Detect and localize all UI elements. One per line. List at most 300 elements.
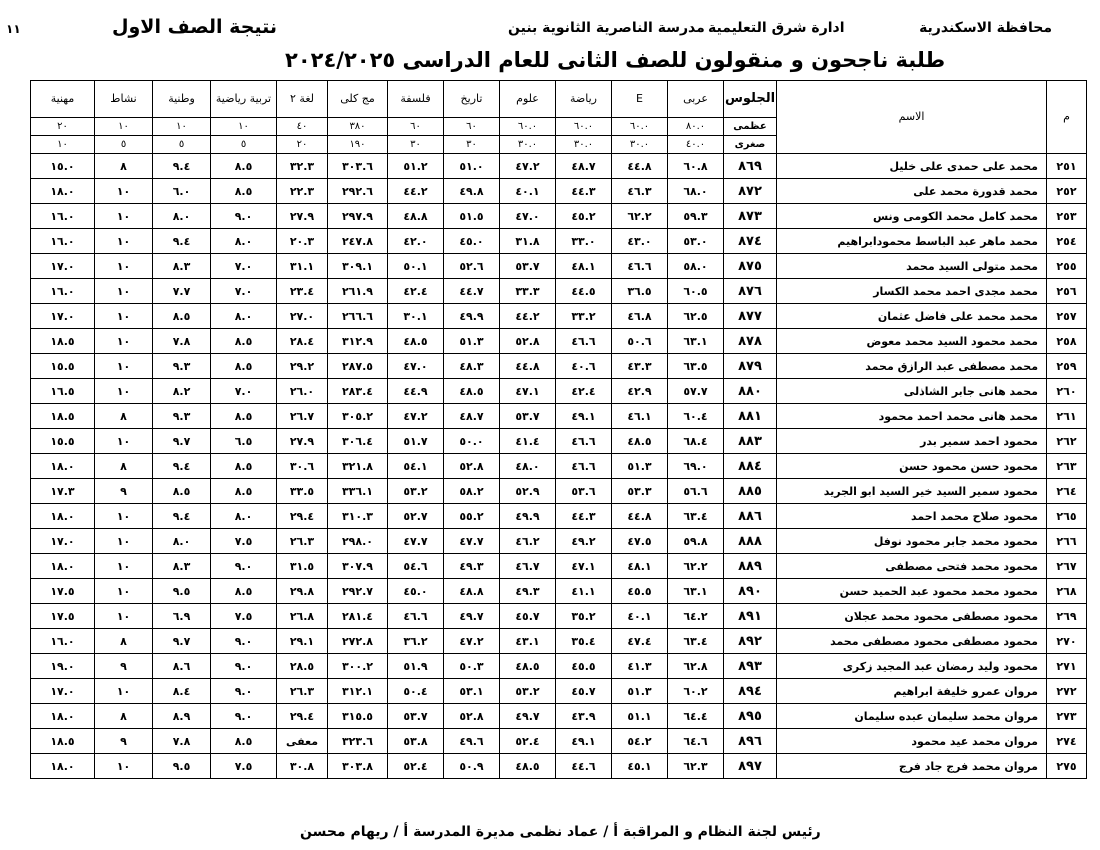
grade-cell: ١٠ [95, 429, 153, 454]
table-row [31, 579, 1087, 604]
grade-cell: ٤٨.١ [556, 254, 612, 279]
grade-cell: ٣٣.٠ [556, 229, 612, 254]
grade-cell: ٥٦.٦ [668, 479, 724, 504]
max-mark: ١٠ [153, 118, 211, 136]
grade-cell: ٩.٠ [211, 704, 277, 729]
grade-cell: ٧.٨ [153, 329, 211, 354]
seat-number: ٨٨٠ [724, 379, 777, 404]
grade-cell: ٥١.٠ [444, 154, 500, 179]
grade-cell: ٥٤.٢ [612, 729, 668, 754]
grade-cell: ٥٠.٩ [444, 754, 500, 779]
grade-cell: ٨.٠ [211, 229, 277, 254]
grade-cell: ٣٠٥.٢ [328, 404, 388, 429]
grade-cell: ٤٩.٣ [500, 579, 556, 604]
grade-cell: ٧.٠ [211, 379, 277, 404]
grade-cell: ٦٠.٥ [668, 279, 724, 304]
grade-cell: ٣٢١.٨ [328, 454, 388, 479]
grade-cell: ٦٣.٥ [668, 354, 724, 379]
grade-cell: ٩.٣ [153, 404, 211, 429]
grade-cell: ٥٢.٤ [500, 729, 556, 754]
grade-cell: ٣٠.١ [388, 304, 444, 329]
row-index: ٢٦٦ [1047, 529, 1087, 554]
seat-number: ٨٩٠ [724, 579, 777, 604]
max-mark: ٣٨٠ [328, 118, 388, 136]
table-row [31, 179, 1087, 204]
grade-cell: ٦٢.٣ [668, 754, 724, 779]
grade-cell: ١٥.٥ [31, 429, 95, 454]
grade-cell: ٤٨.٥ [500, 754, 556, 779]
grade-cell: ٤٣.٣ [612, 354, 668, 379]
max-mark: ٦٠.٠ [612, 118, 668, 136]
grade-cell: ١٧.٠ [31, 254, 95, 279]
table-row [31, 479, 1087, 504]
seat-number: ٨٩٥ [724, 704, 777, 729]
grade-cell: ١٨.٠ [31, 754, 95, 779]
grade-cell: ٦٣.٤ [668, 504, 724, 529]
grade-cell: ٥١.٥ [444, 204, 500, 229]
grade-cell: ٦٢.٢ [612, 204, 668, 229]
grade-cell: ٣٠٣.٨ [328, 754, 388, 779]
row-index: ٢٥٨ [1047, 329, 1087, 354]
grade-cell: ٥٢.٧ [388, 504, 444, 529]
row-index: ٢٥٣ [1047, 204, 1087, 229]
grade-cell: ٤٤.٧ [444, 279, 500, 304]
grade-cell: ٥٢.٨ [444, 704, 500, 729]
grade-cell: ٦.٥ [211, 429, 277, 454]
grade-cell: ٤٥.٧ [500, 604, 556, 629]
grade-cell: ٢٧.٩ [277, 204, 328, 229]
grade-cell: ٣١.٨ [500, 229, 556, 254]
grade-cell: ٨ [95, 154, 153, 179]
grade-cell: ١٩.٠ [31, 654, 95, 679]
student-name: محمود محمد محمود عبد الحميد حسن [777, 579, 1047, 604]
page-number: ١١ [6, 22, 21, 36]
grade-cell: ٤٧.١ [556, 554, 612, 579]
grade-cell: ٨.٥ [211, 329, 277, 354]
grade-cell: ٩.٤ [153, 454, 211, 479]
row-index: ٢٥١ [1047, 154, 1087, 179]
row-index: ٢٦١ [1047, 404, 1087, 429]
header-subject: عربى [668, 81, 724, 118]
grade-cell: ٣٠٦.٤ [328, 429, 388, 454]
grade-cell: ٤٤.٣ [556, 179, 612, 204]
grade-cell: ٢٩٢.٧ [328, 579, 388, 604]
grade-cell: ٤٤.٩ [388, 379, 444, 404]
grade-cell: ٦.٠ [153, 179, 211, 204]
table-row [31, 379, 1087, 404]
grade-cell: ٢٨.٥ [277, 654, 328, 679]
grade-cell: ١٧.٣ [31, 479, 95, 504]
school-name: مدرسة الناصرية الثانوية بنين [508, 20, 705, 36]
row-index: ٢٧٥ [1047, 754, 1087, 779]
grade-cell: ١٠ [95, 679, 153, 704]
grade-cell: ٤٧.١ [500, 379, 556, 404]
table-row [31, 254, 1087, 279]
grade-cell: ١٠ [95, 379, 153, 404]
grade-cell: ٤١.٤ [500, 429, 556, 454]
grade-cell: ٣٠٠.٢ [328, 654, 388, 679]
header-subject: تاريخ [444, 81, 500, 118]
grade-cell: ٣١٢.٩ [328, 329, 388, 354]
student-name: محمد مجدى احمد محمد الكسار [777, 279, 1047, 304]
grade-cell: ١٠ [95, 304, 153, 329]
grade-cell: ٤٤.٨ [500, 354, 556, 379]
grade-cell: ٩ [95, 479, 153, 504]
document-subtitle: طلبة ناجحون و منقولون للصف الثانى للعام الدراسى ٢٠٢٤/٢٠٢٥ [285, 48, 946, 72]
grade-cell: ٢٩٨.٠ [328, 529, 388, 554]
grade-cell: ٣١.١ [277, 254, 328, 279]
grade-cell: ٢٦١.٩ [328, 279, 388, 304]
grade-cell: ٤٩.١ [556, 404, 612, 429]
grade-cell: ٣٣٦.١ [328, 479, 388, 504]
grade-cell: ١٥.٠ [31, 154, 95, 179]
grade-cell: ٣٠.٦ [277, 454, 328, 479]
grade-cell: ٦٤.٤ [668, 704, 724, 729]
student-name: محمد هانى محمد احمد محمود [777, 404, 1047, 429]
grade-cell: ٩.٠ [211, 204, 277, 229]
grade-cell: ٨ [95, 404, 153, 429]
grade-cell: ٢٤٧.٨ [328, 229, 388, 254]
grade-cell: ٨.٤ [153, 679, 211, 704]
grade-cell: ١٨.٥ [31, 329, 95, 354]
grade-cell: ٥٤.٦ [388, 554, 444, 579]
grade-cell: ٤١.٣ [612, 654, 668, 679]
grade-cell: ٣١٥.٥ [328, 704, 388, 729]
grade-cell: ٥٢.٨ [500, 329, 556, 354]
grade-cell: ٤٨.٥ [500, 654, 556, 679]
grade-cell: ٤٧.٢ [388, 404, 444, 429]
header-subject: تربية رياضية [211, 81, 277, 118]
grade-cell: ٩.٧ [153, 429, 211, 454]
grade-cell: ٨.٥ [211, 729, 277, 754]
grade-cell: ٨.٥ [211, 404, 277, 429]
grade-cell: ٥٣.١ [444, 679, 500, 704]
seat-number: ٨٨٩ [724, 554, 777, 579]
grade-cell: ٩.٧ [153, 629, 211, 654]
grade-cell: ٤٨.٧ [444, 404, 500, 429]
grade-cell: ٤٦.٢ [500, 529, 556, 554]
grade-cell: ٧.٧ [153, 279, 211, 304]
grade-cell: ٤٦.٦ [556, 329, 612, 354]
grade-cell: ٨.٥ [211, 179, 277, 204]
student-name: محمود صلاح محمد احمد [777, 504, 1047, 529]
grade-cell: ٩ [95, 654, 153, 679]
grade-cell: ١٦.٠ [31, 229, 95, 254]
grade-cell: ٨.٢ [153, 379, 211, 404]
grade-cell: ٥١.٣ [444, 329, 500, 354]
grade-cell: ٤٧.٠ [388, 354, 444, 379]
row-index: ٢٦٢ [1047, 429, 1087, 454]
grade-cell: ٤٠.٦ [556, 354, 612, 379]
seat-number: ٨٧٨ [724, 329, 777, 354]
grades-table [30, 80, 1087, 779]
grade-cell: ٧.٨ [153, 729, 211, 754]
grade-cell: ٦٣.١ [668, 579, 724, 604]
grade-cell: ١٠ [95, 179, 153, 204]
table-row [31, 429, 1087, 454]
grade-cell: ٤٨.٥ [388, 329, 444, 354]
grade-cell: ٤٧.٤ [612, 629, 668, 654]
grade-cell: ٤٩.٧ [444, 604, 500, 629]
grade-cell: ٤٦.٣ [612, 179, 668, 204]
student-name: محمد مصطفى عبد الرازق محمد [777, 354, 1047, 379]
grade-cell: ٤٨.٠ [500, 454, 556, 479]
grade-cell: ٢٦.٨ [277, 604, 328, 629]
grade-cell: ٤٤.٣ [556, 504, 612, 529]
row-index: ٢٧٣ [1047, 704, 1087, 729]
table-row [31, 704, 1087, 729]
grade-cell: ٤٦.٦ [388, 604, 444, 629]
grade-cell: ٨.٠ [153, 204, 211, 229]
max-mark: ٨٠.٠ [668, 118, 724, 136]
grade-cell: ٤٧.٧ [444, 529, 500, 554]
grade-cell: ١٦.٥ [31, 379, 95, 404]
grade-cell: ٤٩.٩ [500, 504, 556, 529]
grade-cell: ٨.٥ [211, 579, 277, 604]
grade-cell: ٤٧.٥ [612, 529, 668, 554]
grade-cell: ٨.٩ [153, 704, 211, 729]
grade-cell: ٢٩.٤ [277, 504, 328, 529]
grade-cell: ٤٥.٥ [556, 654, 612, 679]
max-label: عظمى [724, 118, 777, 136]
header-row-subjects [31, 81, 1087, 118]
grade-cell: ١٦.٠ [31, 279, 95, 304]
grade-cell: ٤٦.١ [612, 404, 668, 429]
grade-cell: ٨.٥ [211, 454, 277, 479]
grade-cell: ٦٠.٤ [668, 404, 724, 429]
grade-cell: ٥٢.٤ [388, 754, 444, 779]
seat-number: ٨٩٧ [724, 754, 777, 779]
grade-cell: ٦٨.٠ [668, 179, 724, 204]
grade-cell: ٣٦.٢ [388, 629, 444, 654]
grade-cell: ٥٣.٢ [500, 679, 556, 704]
grade-cell: ٩ [95, 729, 153, 754]
student-name: محمد هانى جابر الشاذلى [777, 379, 1047, 404]
header-subject: نشاط [95, 81, 153, 118]
grade-cell: ٣٠٩.١ [328, 254, 388, 279]
grade-cell: ٩.٤ [153, 154, 211, 179]
grade-cell: ٣٣.٥ [277, 479, 328, 504]
table-row [31, 279, 1087, 304]
grade-cell: ٤٨.٥ [612, 429, 668, 454]
grade-cell: ١٠ [95, 754, 153, 779]
grade-cell: ٥١.٧ [388, 429, 444, 454]
grade-cell: ٧.٠ [211, 279, 277, 304]
grade-cell: ٤٤.٨ [612, 154, 668, 179]
header-seat: الجلوس [724, 81, 777, 118]
grade-cell: ٤٩.٩ [444, 304, 500, 329]
min-mark: ٣٠ [388, 136, 444, 154]
grade-cell: ٤٥.٢ [556, 204, 612, 229]
grade-cell: ٥٣.٧ [500, 404, 556, 429]
grade-cell: ٨.٥ [153, 304, 211, 329]
grade-cell: ٣٢٣.٦ [328, 729, 388, 754]
row-index: ٢٧٠ [1047, 629, 1087, 654]
seat-number: ٨٧٣ [724, 204, 777, 229]
student-name: محمود مصطفى محمود محمد عجلان [777, 604, 1047, 629]
min-mark: ٣٠.٠ [500, 136, 556, 154]
grade-cell: ٥٠.١ [388, 254, 444, 279]
grade-cell: ٤٤.٨ [612, 504, 668, 529]
grade-cell: ٣٢.٣ [277, 154, 328, 179]
min-mark: ٥ [211, 136, 277, 154]
grade-cell: معفى [277, 729, 328, 754]
grade-cell: ٤٥.٠ [444, 229, 500, 254]
grade-cell: ١٠ [95, 204, 153, 229]
table-row [31, 154, 1087, 179]
grade-cell: ٣١٢.١ [328, 679, 388, 704]
grade-cell: ١٨.٠ [31, 454, 95, 479]
grade-cell: ١٠ [95, 504, 153, 529]
seat-number: ٨٨٣ [724, 429, 777, 454]
header-name: الاسم [777, 81, 1047, 154]
grade-cell: ٥١.١ [612, 704, 668, 729]
grade-cell: ٨.٥ [211, 479, 277, 504]
max-mark: ٦٠ [388, 118, 444, 136]
table-row [31, 754, 1087, 779]
student-name: محمد محمد على فاضل عثمان [777, 304, 1047, 329]
grade-cell: ٤٠.١ [500, 179, 556, 204]
student-name: مروان عمرو خليفة ابراهيم [777, 679, 1047, 704]
max-mark: ١٠ [95, 118, 153, 136]
student-name: محمد كامل محمد الكومى ونس [777, 204, 1047, 229]
header-subject: E [612, 81, 668, 118]
grade-cell: ٤٩.٧ [500, 704, 556, 729]
seat-number: ٨٧٤ [724, 229, 777, 254]
grade-cell: ٤٧.٢ [444, 629, 500, 654]
grade-cell: ٨.٠ [211, 504, 277, 529]
governorate-name: محافظة الاسكندرية [919, 20, 1052, 36]
seat-number: ٨٨٨ [724, 529, 777, 554]
grade-cell: ٢٢.٣ [277, 179, 328, 204]
grade-cell: ٢٨١.٤ [328, 604, 388, 629]
grade-cell: ٨.٦ [153, 654, 211, 679]
table-row [31, 304, 1087, 329]
grade-cell: ١٠ [95, 329, 153, 354]
grade-cell: ٢٨.٤ [277, 329, 328, 354]
header-subject: فلسفة [388, 81, 444, 118]
row-index: ٢٦٥ [1047, 504, 1087, 529]
grade-cell: ٢٣.٤ [277, 279, 328, 304]
max-mark: ٦٠ [444, 118, 500, 136]
grade-cell: ٤٢.٤ [556, 379, 612, 404]
student-name: محمود حسن محمود حسن [777, 454, 1047, 479]
grade-cell: ٧.٥ [211, 754, 277, 779]
header-index: م [1047, 81, 1087, 154]
grade-cell: ٦٣.٤ [668, 629, 724, 654]
table-row [31, 604, 1087, 629]
min-mark: ٥ [153, 136, 211, 154]
table-row [31, 329, 1087, 354]
grade-cell: ٢٩.٢ [277, 354, 328, 379]
row-index: ٢٥٢ [1047, 179, 1087, 204]
grade-cell: ٩.٤ [153, 504, 211, 529]
grade-cell: ٤٢.٠ [388, 229, 444, 254]
table-row [31, 454, 1087, 479]
grade-cell: ٤٧.٠ [500, 204, 556, 229]
grade-cell: ٥١.٢ [388, 154, 444, 179]
footer-signatures: رئيس لجنة النظام و المراقبة أ / عماد نظمى مديرة المدرسة أ / ريهام محسن [300, 824, 821, 840]
student-name: مروان محمد عيد محمود [777, 729, 1047, 754]
grade-cell: ٣٥.٤ [556, 629, 612, 654]
grade-cell: ٥٣.٣ [612, 479, 668, 504]
row-index: ٢٦٨ [1047, 579, 1087, 604]
grade-cell: ٤٥.٠ [388, 579, 444, 604]
student-name: محمود مصطفى محمود مصطفى محمد [777, 629, 1047, 654]
grade-cell: ٢٦.٠ [277, 379, 328, 404]
table-row [31, 629, 1087, 654]
seat-number: ٨٩٢ [724, 629, 777, 654]
student-name: مروان محمد سليمان عبده سليمان [777, 704, 1047, 729]
row-index: ٢٧٢ [1047, 679, 1087, 704]
grade-cell: ٥٣.٧ [500, 254, 556, 279]
grade-cell: ٨.٣ [153, 554, 211, 579]
grade-cell: ٤٤.٢ [388, 179, 444, 204]
grade-cell: ١٠ [95, 529, 153, 554]
grade-cell: ٢٩.٨ [277, 579, 328, 604]
grade-cell: ٥٣.٧ [388, 704, 444, 729]
grade-cell: ٢٩.٤ [277, 704, 328, 729]
row-index: ٢٦٤ [1047, 479, 1087, 504]
table-row [31, 404, 1087, 429]
seat-number: ٨٧٥ [724, 254, 777, 279]
grade-cell: ٨.٠ [211, 304, 277, 329]
result-title: نتيجة الصف الاول [112, 16, 278, 38]
grade-cell: ٤٢.٤ [388, 279, 444, 304]
grade-cell: ١٠ [95, 254, 153, 279]
administration-name: ادارة شرق التعليمية [708, 20, 845, 36]
grade-cell: ١٠ [95, 604, 153, 629]
grade-cell: ١٧.٥ [31, 579, 95, 604]
grade-cell: ٨ [95, 704, 153, 729]
grade-cell: ٣٣.٣ [500, 279, 556, 304]
grade-cell: ٤٨.٥ [444, 379, 500, 404]
grade-cell: ٢٦.٣ [277, 679, 328, 704]
row-index: ٢٥٧ [1047, 304, 1087, 329]
grade-cell: ٩.٠ [211, 654, 277, 679]
seat-number: ٨٨٥ [724, 479, 777, 504]
grade-cell: ٨.٠ [153, 529, 211, 554]
max-mark: ٦٠.٠ [500, 118, 556, 136]
grade-cell: ٣١٠.٣ [328, 504, 388, 529]
grade-cell: ٥٨.٠ [668, 254, 724, 279]
grade-cell: ١٧.٥ [31, 604, 95, 629]
table-row [31, 654, 1087, 679]
grade-cell: ٥٣.٢ [388, 479, 444, 504]
grade-cell: ١٥.٥ [31, 354, 95, 379]
grade-cell: ٩.٠ [211, 679, 277, 704]
grade-cell: ٦٢.٥ [668, 304, 724, 329]
grade-cell: ٣٠.٨ [277, 754, 328, 779]
grade-cell: ٤٨.٨ [388, 204, 444, 229]
grade-cell: ٢٩٢.٦ [328, 179, 388, 204]
grade-cell: ٤٦.٦ [556, 454, 612, 479]
row-index: ٢٥٦ [1047, 279, 1087, 304]
grade-cell: ٤٨.١ [612, 554, 668, 579]
grade-cell: ٦٩.٠ [668, 454, 724, 479]
grade-cell: ٤٨.٧ [556, 154, 612, 179]
grade-cell: ٥٠.٠ [444, 429, 500, 454]
grade-cell: ١٠ [95, 279, 153, 304]
grade-cell: ٤٩.٨ [444, 179, 500, 204]
grade-cell: ٥٤.١ [388, 454, 444, 479]
grade-cell: ٥٠.٣ [444, 654, 500, 679]
grade-cell: ٥٣.٦ [556, 479, 612, 504]
grade-cell: ٨.٣ [153, 254, 211, 279]
grade-cell: ٢٧.٠ [277, 304, 328, 329]
grade-cell: ٤٦.٧ [500, 554, 556, 579]
grade-cell: ١٦.٠ [31, 204, 95, 229]
